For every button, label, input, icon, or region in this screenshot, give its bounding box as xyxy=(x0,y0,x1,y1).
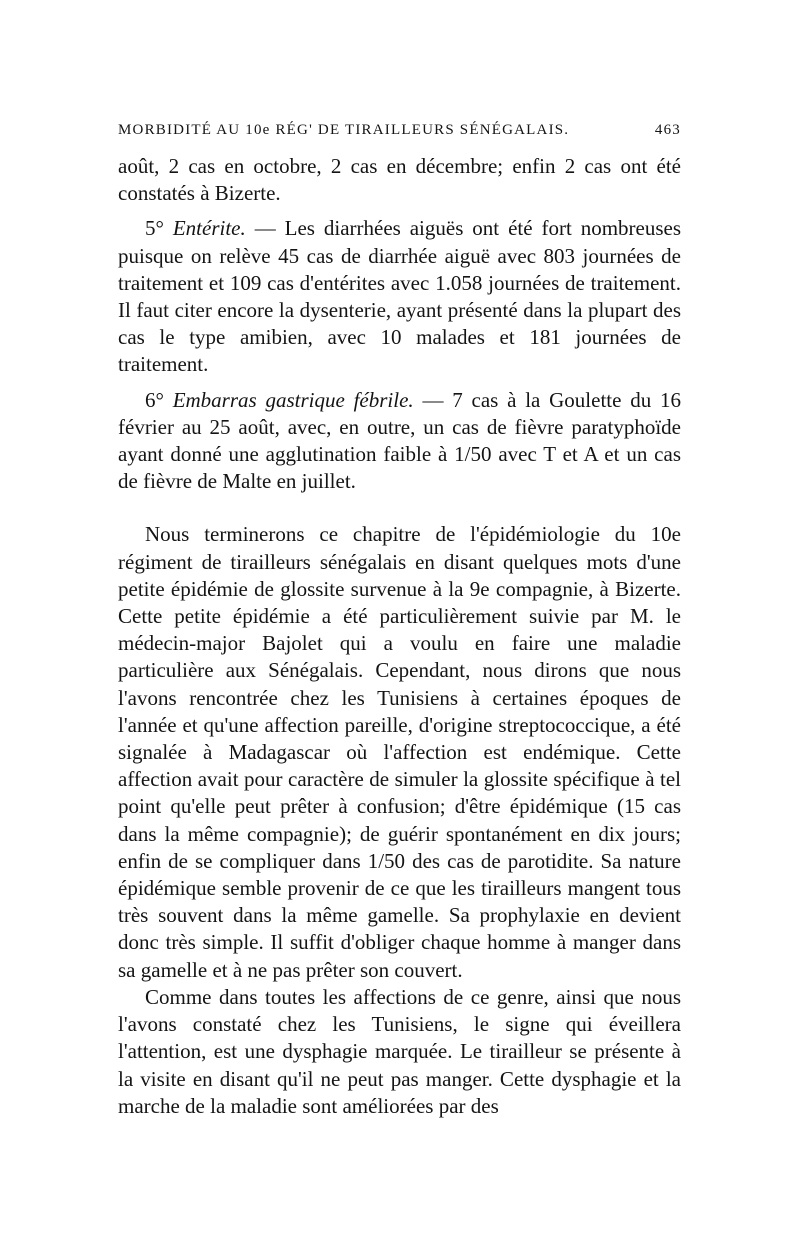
paragraph-continuation xyxy=(118,153,681,207)
paragraph-text: — Les diarrhées aiguës ont été fort nombreuses puisque on relève 45 cas de diarrhée aiguë avec 803 journées de traitement et 109 cas d'entérites avec 1.058 journées de traitement. Il faut citer encore la dysenterie, ayant présenté dans la plupart des cas le type amibien, avec 10 malades et 181 journées de traitement. xyxy=(118,216,682,377)
section-heading: Embarras gastrique fébrile. xyxy=(172,387,414,412)
section-number: 5° xyxy=(145,216,164,241)
page-number: 463 xyxy=(654,122,681,138)
paragraph-dysphagie xyxy=(118,984,681,1120)
section-number: 6° xyxy=(145,387,164,412)
paragraph-glossite xyxy=(118,521,681,983)
paragraph-embarras-gastrique xyxy=(118,387,681,496)
paragraph-text: août, 2 cas en octobre, 2 cas en décembre; enfin 2 cas ont été constatés à Bizerte. xyxy=(118,154,681,206)
section-heading: Entérite. xyxy=(172,216,246,241)
book-page xyxy=(118,120,681,1120)
paragraph-text: Comme dans toutes les affections de ce genre, ainsi que nous l'avons constaté chez les Tunisiens, le signe qui éveillera l'attention, est une dysphagie marquée. Le tirailleur se présente à la visite en disant qu'il ne peut pas manger. Cette dysphagie et la marche de la maladie sont améliorées par des xyxy=(118,984,681,1118)
running-head xyxy=(118,120,681,140)
paragraph-enterite xyxy=(118,215,681,378)
body-text xyxy=(118,153,681,1120)
paragraph-text: — 7 cas à la Goulette du 16 février au 25 août, avec, en outre, un cas de fièvre paratyphoïde ayant donné une agglutination faible à 1/50 avec T et A et un cas de fièvre de Malte en juillet. xyxy=(118,387,682,494)
running-head-title: MORBIDITÉ AU 10e RÉG' DE TIRAILLEURS SÉNÉGALAIS. xyxy=(118,122,570,138)
paragraph-text: Nous terminerons ce chapitre de l'épidémiologie du 10e régiment de tirailleurs sénégalais en disant quelques mots d'une petite épidémie de glossite survenue à la 9e compagnie, à Bizerte. Cette petite épidémie a été particulièrement suivie par M. le médecin-major Bajolet qui a voulu en faire une maladie particulière aux Sénégalais. Cependant, nous dirons que nous l'avons rencontrée chez les Tunisiens à certaines époques de l'année et qu'une affection pareille, d'origine streptococcique, a été signalée à Madagascar où l'affection est endémique. Cette affection avait pour caractère de simuler la glossite spécifique à tel point qu'elle peut prêter à confusion; d'être épidémique (15 cas dans la même compagnie); de guérir spontanément en dix jours; enfin de se compliquer dans 1/50 des cas de parotidite. Sa nature épidémique semble provenir de ce que les tirailleurs mangent tous très souvent dans la même gamelle. Sa prophylaxie en devient donc très simple. Il suffit d'obliger chaque homme à manger dans sa gamelle et à ne pas prêter son couvert. xyxy=(118,522,681,982)
